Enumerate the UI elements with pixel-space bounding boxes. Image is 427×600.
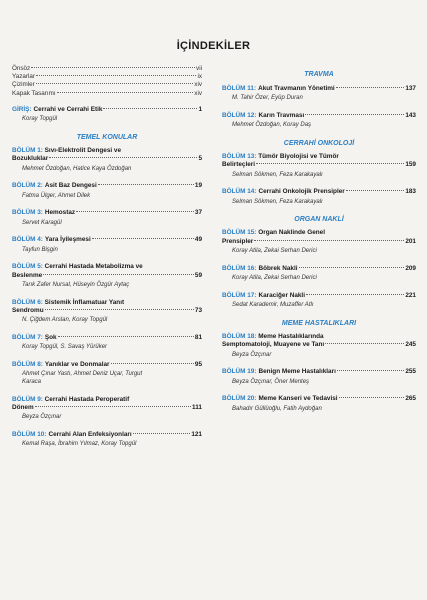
entry-authors: Koray Atila, Zekai Serhan Derici [232,275,317,282]
toc-entry-bolum-5[interactable]: BÖLÜM 5: Cerrahi Hastada Metabolizma ve Beslenme 59 Tarık Zafer Nursal, Hüseyin Özgür Aytaç [12,263,202,289]
toc-entry-bolum-2[interactable]: BÖLÜM 2: Asit Baz Dengesi 19 Fatma Ülger, Ahmet Dilek [12,182,202,199]
toc-entry-bolum-17[interactable]: BÖLÜM 17: Karaciğer Nakli 221 Sedat Karademir, Muzaffer Atlı [222,291,416,309]
entry-authors: Mehmet Özdoğan, Koray Daş [232,122,312,129]
toc-entry-giris[interactable]: GİRİŞ: Cerrahi ve Cerrahi Etik 1 Koray Topgül [12,105,202,123]
toc-entry-bolum-18[interactable]: BÖLÜM 18: Meme Hastalıklarında Semptomatoloji, Muayene ve Tanı 245 Beyza Özçınar [222,332,416,358]
entry-authors: Koray Topgül, S. Savaş Yürüker [22,344,108,351]
toc-entry-bolum-4[interactable]: BÖLÜM 4: Yara İyileşmesi 49 Tayfun Bişgin [12,236,202,253]
section-heading: ORGAN NAKLİ [294,216,344,224]
entry-authors: Ahmet Çınar Yastı, Ahmet Deniz Uçar, Turgut [22,371,143,378]
entry-authors: Bahadır Güllüoğlu, Fatih Aydoğan [232,405,322,412]
section-heading: MEME HASTALIKLARI [281,319,357,327]
section-heading: TRAVMA [304,71,334,78]
entry-authors: Mehmet Özdoğan, Hatice Kaya Özdoğan [22,165,132,172]
entry-authors: Fatma Ülger, Ahmet Dilek [22,192,91,199]
entry-authors: Koray Topgül [22,116,58,123]
entry-authors: Selman Sökmen, Feza Karakayalı [232,198,323,205]
toc-entry-bolum-6[interactable]: BÖLÜM 6: Sistemik İnflamatuar Yanıt Sendromu 73 N. Çiğdem Arslan, Koray Topgül [12,298,202,324]
right-column [222,65,416,413]
entry-authors: Selman Sökmen, Feza Karakayalı [232,171,323,178]
entry-authors: Beyza Özçınar [22,414,62,421]
left-column [12,65,202,449]
front-matter-item[interactable]: Önsöz vii [12,65,202,72]
toc-entry-bolum-1[interactable]: BÖLÜM 1: Sıvı-Elektrolit Dengesi ve Bozukluklar 5 Mehmet Özdoğan, Hatice Kaya Özdoğan [12,146,202,172]
page-title: İÇİNDEKİLER [176,40,251,52]
section-heading: TEMEL KONULAR [76,133,138,141]
toc-entry-bolum-15[interactable]: BÖLÜM 15: Organ Naklinde Genel Prensipler 201 Koray Atila, Zekai Serhan Derici [222,229,416,255]
toc-entry-bolum-14[interactable]: BÖLÜM 14: Cerrahi Onkolojik Prensipler 183 Selman Sökmen, Feza Karakayalı [222,188,416,205]
entry-authors-cont: Karaca [22,379,42,386]
toc-entry-bolum-13[interactable]: BÖLÜM 13: Tümör Biyolojisi ve Tümör Belirteçleri 159 Selman Sökmen, Feza Karakayalı [222,153,416,178]
entry-authors: Koray Atila, Zekai Serhan Derici [232,248,317,255]
section-heading: CERRAHİ ONKOLOJİ [283,140,355,147]
toc-entry-bolum-10[interactable]: BÖLÜM 10: Cerrahi Alan Enfeksiyonları 121 Kemal Raşa, İbrahim Yılmaz, Koray Topgül [12,431,202,448]
front-matter [12,65,202,98]
entry-authors: Beyza Özçınar [232,351,272,358]
toc-entry-bolum-11[interactable]: BÖLÜM 11: Akut Travmanın Yönetimi 137 M. Tahir Özer, Eyüp Duran [222,85,416,102]
entry-authors: Kemal Raşa, İbrahim Yılmaz, Koray Topgül [22,441,137,448]
entry-authors: Tayfun Bişgin [22,246,58,253]
entry-authors: N. Çiğdem Arslan, Koray Topgül [22,317,108,324]
toc-entry-bolum-19[interactable]: BÖLÜM 19: Benign Meme Hastalıkları 255 Beyza Özçınar, Öner Menteş [222,368,416,385]
toc-entry-bolum-20[interactable]: BÖLÜM 20: Meme Kanseri ve Tedavisi 265 Bahadır Güllüoğlu, Fatih Aydoğan [222,395,416,412]
entry-authors: Tarık Zafer Nursal, Hüseyin Özgür Aytaç [22,282,130,289]
toc-entry-bolum-12[interactable]: BÖLÜM 12: Karın Travması 143 Mehmet Özdoğan, Koray Daş [222,112,416,129]
entry-authors: Beyza Özçınar, Öner Menteş [232,378,310,385]
front-matter-item[interactable]: Çizimler xiv [12,81,202,89]
toc-entry-bolum-9[interactable]: BÖLÜM 9: Cerrahi Hastada Peroperatif Dönem 111 Beyza Özçınar [12,395,202,421]
front-matter-item[interactable]: Yazarlar ix [12,73,202,81]
entry-authors: Sedat Karademir, Muzaffer Atlı [232,302,314,309]
toc-entry-bolum-7[interactable]: BÖLÜM 7: Şok 81 Koray Topgül, S. Savaş Yürüker [12,334,202,351]
toc-entry-bolum-3[interactable]: BÖLÜM 3: Hemostaz 37 Servet Karagül [12,209,202,226]
toc-entry-bolum-8[interactable]: BÖLÜM 8: Yanıklar ve Donmalar 95 Ahmet Çınar Yastı, Ahmet Deniz Uçar, Turgut Karaca [12,361,202,386]
entry-authors: Servet Karagül [22,219,62,226]
front-matter-item[interactable]: Kapak Tasarımı xiv [12,89,202,97]
toc-entry-bolum-16[interactable]: BÖLÜM 16: Böbrek Nakli 209 Koray Atila, Zekai Serhan Derici [222,264,416,282]
entry-authors: M. Tahir Özer, Eyüp Duran [232,95,303,102]
